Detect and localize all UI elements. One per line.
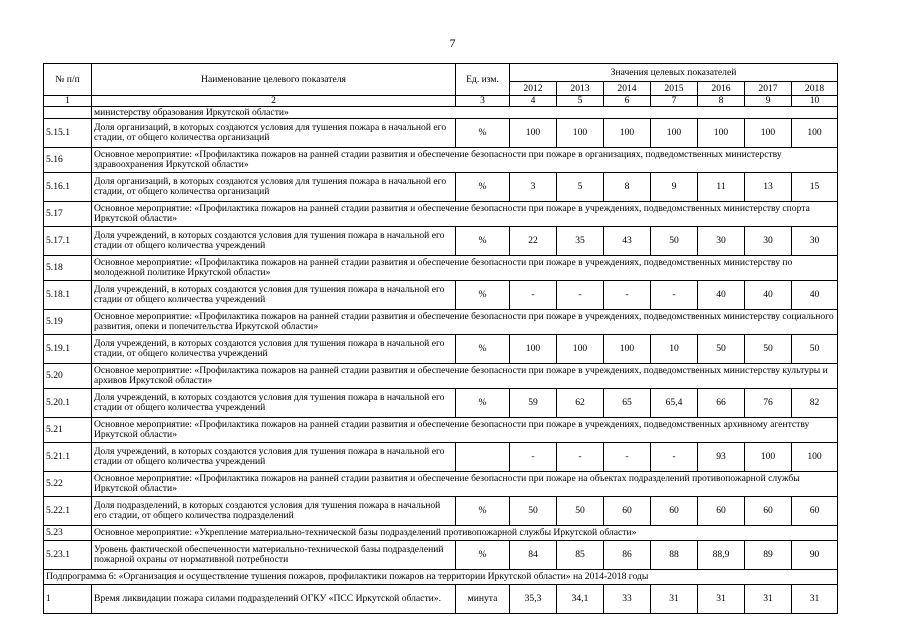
indicator-value: 30: [745, 227, 792, 256]
event-row: [44, 472, 838, 497]
indicator-row: [44, 281, 838, 310]
indicator-value: 60: [604, 497, 651, 526]
column-numbers-row: [44, 96, 838, 107]
indicator-unit: %: [456, 281, 510, 310]
header-year: 2012: [510, 82, 557, 96]
indicator-unit: %: [456, 335, 510, 364]
event-row: [44, 418, 838, 443]
indicator-value: -: [557, 443, 604, 472]
indicator-value: 3: [510, 173, 557, 202]
indicator-value: -: [557, 281, 604, 310]
indicator-unit: [456, 443, 510, 472]
indicator-value: 8: [604, 173, 651, 202]
row-number: 5.19: [44, 310, 92, 335]
indicator-value: 22: [510, 227, 557, 256]
indicator-value: 84: [510, 541, 557, 570]
row-number: 5.21.1: [44, 443, 92, 472]
indicator-value: 31: [651, 585, 698, 614]
indicator-value: 60: [698, 497, 745, 526]
indicator-unit: %: [456, 227, 510, 256]
indicator-value: 10: [651, 335, 698, 364]
header-year: 2015: [651, 82, 698, 96]
indicator-value: 50: [698, 335, 745, 364]
row-number: 5.19.1: [44, 335, 92, 364]
indicator-unit: %: [456, 389, 510, 418]
event-row: [44, 526, 838, 541]
indicator-value: 100: [745, 443, 792, 472]
indicator-value: 65: [604, 389, 651, 418]
indicator-name: Доля организаций, в которых создаются условия для тушения пожара в начальной его стадии, от общего количества организаций: [92, 119, 456, 148]
row-number: 5.22.1: [44, 497, 92, 526]
row-number: 5.23: [44, 526, 92, 541]
indicator-unit: %: [456, 119, 510, 148]
indicator-table: [43, 63, 838, 614]
event-name: Основное мероприятие: «Профилактика пожаров на ранней стадии развития и обеспечение безопасности при пожаре на объектах подразделений противопожарной службы Иркутской области»: [92, 472, 838, 497]
indicator-row: [44, 389, 838, 418]
indicator-name: Доля подразделений, в которых создаются условия для тушения пожара в начальной его стадии, от общего количества подразделений: [92, 497, 456, 526]
indicator-value: 100: [510, 119, 557, 148]
indicator-value: 89: [745, 541, 792, 570]
indicator-value: 31: [792, 585, 838, 614]
indicator-value: 50: [792, 335, 838, 364]
column-number: 9: [745, 96, 792, 107]
continuation-text: министерству образования Иркутской области»: [92, 107, 838, 119]
indicator-value: 100: [604, 335, 651, 364]
event-name: Основное мероприятие: «Профилактика пожаров на ранней стадии развития и обеспечение безопасности при пожаре в учреждениях, подведомственных министерству по молодежной политике Иркутской области»: [92, 256, 838, 281]
event-name: Основное мероприятие: «Профилактика пожаров на ранней стадии развития и обеспечение безопасности при пожаре в учреждениях, подведомственных министерству спорта Иркутской области»: [92, 202, 838, 227]
indicator-value: 66: [698, 389, 745, 418]
header-year: 2016: [698, 82, 745, 96]
row-number: 5.23.1: [44, 541, 92, 570]
header-year: 2018: [792, 82, 838, 96]
indicator-value: 60: [651, 497, 698, 526]
indicator-value: 76: [745, 389, 792, 418]
row-number: 5.22: [44, 472, 92, 497]
indicator-value: 11: [698, 173, 745, 202]
row-number: 5.18.1: [44, 281, 92, 310]
indicator-value: 100: [557, 335, 604, 364]
event-row: [44, 148, 838, 173]
indicator-value: 100: [651, 119, 698, 148]
indicator-value: 50: [745, 335, 792, 364]
indicator-value: 33: [604, 585, 651, 614]
indicator-value: 100: [792, 443, 838, 472]
indicator-value: 60: [792, 497, 838, 526]
row-number: 5.15.1: [44, 119, 92, 148]
indicator-unit: %: [456, 541, 510, 570]
indicator-value: 15: [792, 173, 838, 202]
row-number: 5.17.1: [44, 227, 92, 256]
indicator-value: 50: [651, 227, 698, 256]
indicator-value: -: [651, 281, 698, 310]
indicator-value: 100: [557, 119, 604, 148]
indicator-name: Доля учреждений, в которых создаются условия для тушения пожара в начальной его стадии, от общего количества учреждений: [92, 335, 456, 364]
header-year: 2013: [557, 82, 604, 96]
indicator-value: 100: [604, 119, 651, 148]
indicator-value: 40: [745, 281, 792, 310]
event-row: [44, 256, 838, 281]
indicator-value: 93: [698, 443, 745, 472]
indicator-name: Доля организаций, в которых создаются условия для тушения пожара в начальной его стадии, от общего количества организаций: [92, 173, 456, 202]
indicator-value: 100: [510, 335, 557, 364]
indicator-value: -: [604, 281, 651, 310]
indicator-value: 35,3: [510, 585, 557, 614]
indicator-row: [44, 173, 838, 202]
subprogram-row: [44, 570, 838, 585]
indicator-name: Уровень фактической обеспеченности материально-технической базы подразделений пожарной охраны от нормативной потребности: [92, 541, 456, 570]
column-number: 7: [651, 96, 698, 107]
event-name: Основное мероприятие: «Профилактика пожаров на ранней стадии развития и обеспечение безопасности при пожаре в организациях, подведомственных министерству здравоохранения Иркутской области»: [92, 148, 838, 173]
indicator-value: -: [510, 443, 557, 472]
indicator-value: 30: [792, 227, 838, 256]
indicator-value: 31: [745, 585, 792, 614]
indicator-value: 85: [557, 541, 604, 570]
indicator-value: 34,1: [557, 585, 604, 614]
indicator-name: Доля учреждений, в которых создаются условия для тушения пожара в начальной его стадии от общего количества учреждений: [92, 443, 456, 472]
event-row: [44, 364, 838, 389]
indicator-value: 88: [651, 541, 698, 570]
indicator-value: 100: [792, 119, 838, 148]
column-number: 6: [604, 96, 651, 107]
indicator-unit: %: [456, 497, 510, 526]
header-unit: Ед. изм.: [456, 64, 510, 96]
row-number: 5.18: [44, 256, 92, 281]
indicator-value: 50: [510, 497, 557, 526]
event-name: Основное мероприятие: «Укрепление материально-технической базы подразделений противопожарной службы Иркутской области»: [92, 526, 838, 541]
indicator-value: 65,4: [651, 389, 698, 418]
indicator-value: 50: [557, 497, 604, 526]
indicator-value: 60: [745, 497, 792, 526]
indicator-value: 62: [557, 389, 604, 418]
column-number: 3: [456, 96, 510, 107]
event-name: Основное мероприятие: «Профилактика пожаров на ранней стадии развития и обеспечение безопасности при пожаре в учреждениях, подведомственных министерству культуры и архивов Иркутской области»: [92, 364, 838, 389]
indicator-value: 90: [792, 541, 838, 570]
event-row: [44, 202, 838, 227]
header-values: Значения целевых показателей: [510, 64, 838, 82]
indicator-value: 5: [557, 173, 604, 202]
event-name: Основное мероприятие: «Профилактика пожаров на ранней стадии развития и обеспечение безопасности при пожаре в учреждениях, подведомственных архивному агентству Иркутской области»: [92, 418, 838, 443]
row-number: 5.16.1: [44, 173, 92, 202]
indicator-row: [44, 335, 838, 364]
indicator-value: 100: [698, 119, 745, 148]
column-number: 1: [44, 96, 92, 107]
indicator-value: 35: [557, 227, 604, 256]
indicator-value: 59: [510, 389, 557, 418]
header-no: № п/п: [44, 64, 92, 96]
subprogram-title: Подпрограмма 6: «Организация и осуществление тушения пожаров, профилактики пожаров на территории Иркутской области» на 2014-2018 годы: [44, 570, 838, 585]
indicator-value: 100: [745, 119, 792, 148]
indicator-name: Доля учреждений, в которых создаются условия для тушения пожара в начальной его стадии от общего количества учреждений: [92, 389, 456, 418]
indicator-value: 9: [651, 173, 698, 202]
indicator-name: Доля учреждений, в которых создаются условия для тушения пожара в начальной его стадии от общего количества учреждений: [92, 281, 456, 310]
indicator-row: [44, 119, 838, 148]
row-number: 5.17: [44, 202, 92, 227]
row-number: 1: [44, 585, 92, 614]
indicator-value: 40: [698, 281, 745, 310]
indicator-row: [44, 541, 838, 570]
column-number: 2: [92, 96, 456, 107]
indicator-value: 13: [745, 173, 792, 202]
indicator-value: -: [651, 443, 698, 472]
indicator-name: Доля учреждений, в которых создаются условия для тушения пожара в начальной его стадии от общего количества учреждений: [92, 227, 456, 256]
indicator-row: [44, 227, 838, 256]
indicator-value: 30: [698, 227, 745, 256]
page-number: 7: [449, 36, 456, 50]
column-number: 8: [698, 96, 745, 107]
indicator-value: -: [510, 281, 557, 310]
indicator-value: 43: [604, 227, 651, 256]
indicator-value: 31: [698, 585, 745, 614]
event-row: [44, 310, 838, 335]
row-number: 5.20.1: [44, 389, 92, 418]
indicator-value: -: [604, 443, 651, 472]
column-number: 10: [792, 96, 838, 107]
indicator-row: [44, 443, 838, 472]
indicator-unit: минута: [456, 585, 510, 614]
column-number: 4: [510, 96, 557, 107]
indicator-value: 88,9: [698, 541, 745, 570]
event-name: Основное мероприятие: «Профилактика пожаров на ранней стадии развития и обеспечение безопасности при пожаре в учреждениях, подведомственных министерству социального развития, опеки и попечительства Иркутской области»: [92, 310, 838, 335]
indicator-unit: %: [456, 173, 510, 202]
row-number: 5.16: [44, 148, 92, 173]
column-number: 5: [557, 96, 604, 107]
indicator-value: 82: [792, 389, 838, 418]
indicator-row: [44, 497, 838, 526]
indicator-value: 40: [792, 281, 838, 310]
row-number: 5.20: [44, 364, 92, 389]
indicator-value: 86: [604, 541, 651, 570]
header-year: 2014: [604, 82, 651, 96]
row-number: 5.21: [44, 418, 92, 443]
header-year: 2017: [745, 82, 792, 96]
header-name: Наименование целевого показателя: [92, 64, 456, 96]
indicator-name: Время ликвидации пожара силами подразделений ОГКУ «ПСС Иркутской области».: [92, 585, 456, 614]
indicator-row: [44, 585, 838, 614]
